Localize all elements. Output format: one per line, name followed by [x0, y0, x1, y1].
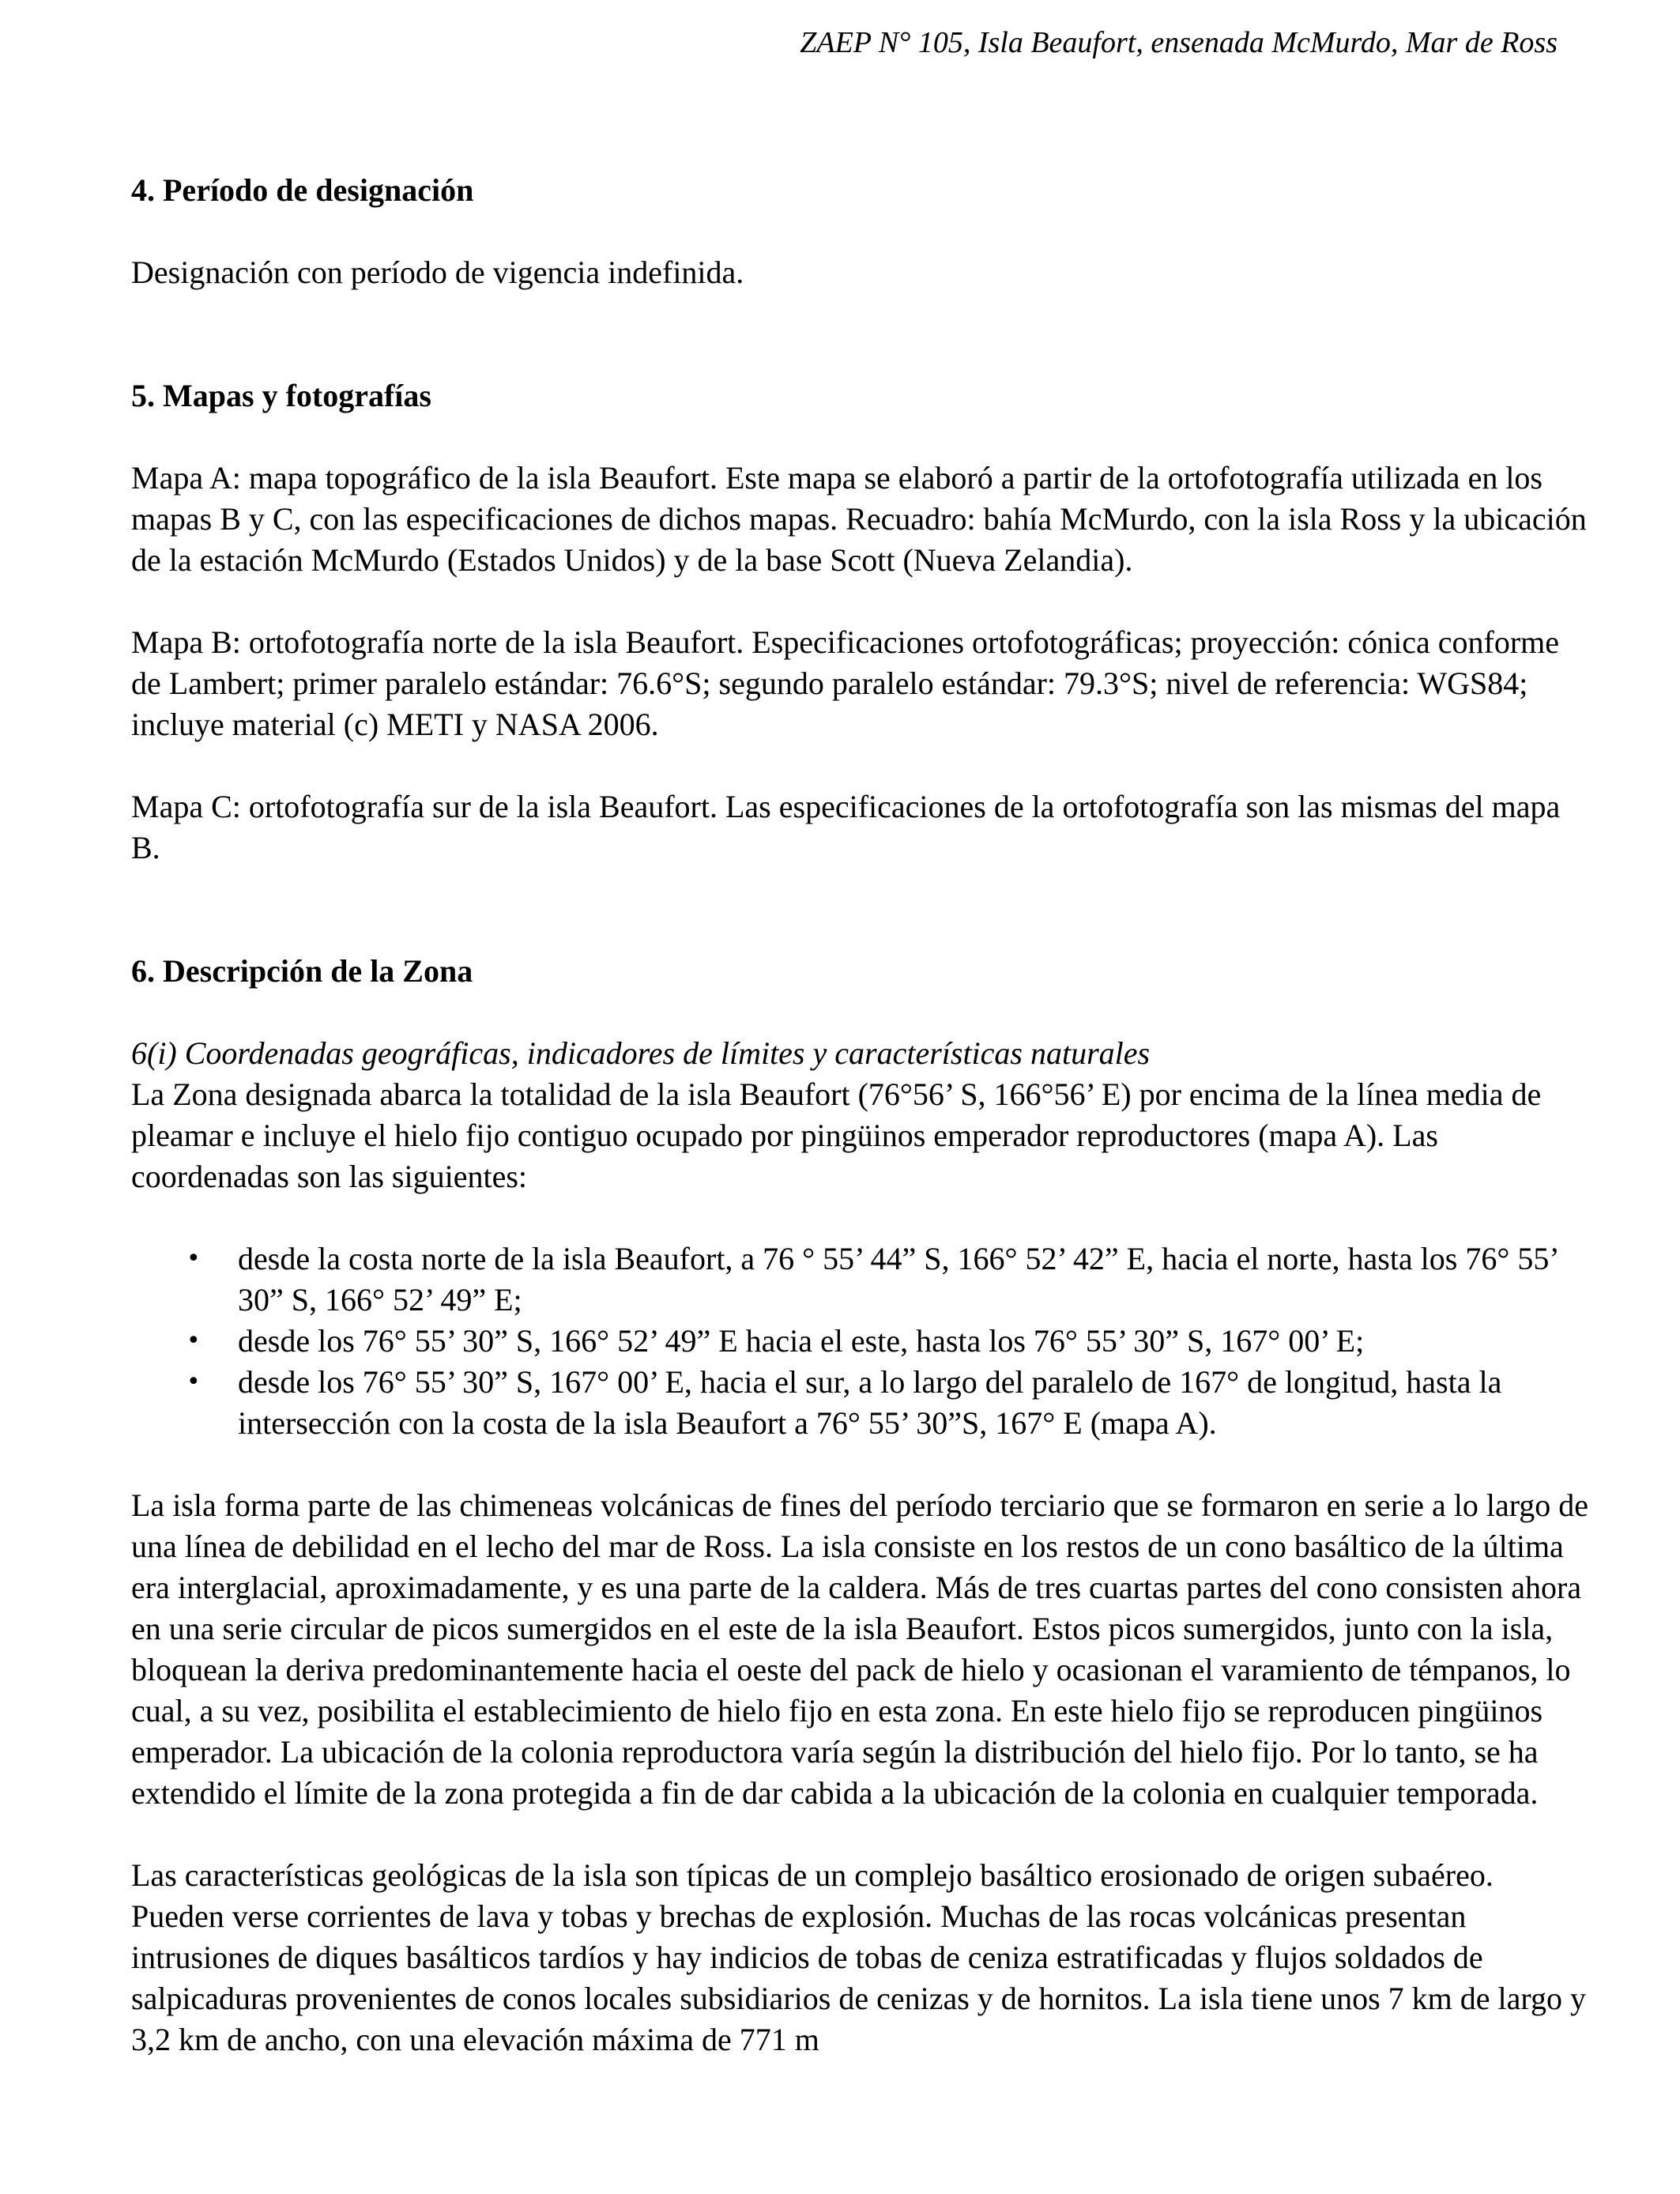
map-c-description: Mapa C: ortofotografía sur de la isla Beaufort. Las especificaciones de la ortofotografía son las mismas del mapa B. [131, 789, 1561, 865]
section-5-heading: 5. Mapas y fotografías [131, 378, 431, 413]
list-item [131, 1362, 1593, 1444]
geology-paragraph-1: La isla forma parte de las chimeneas volcánicas de fines del período terciario que se formaron en serie a lo largo de una línea de debilidad en el lecho del mar de Ross. La isla consiste en los restos de un cono basáltico de la última era interglacial, aproximadamente, y es una parte de la caldera. Más de tres cuartas partes del cono consisten ahora en una serie circular de picos sumergidos en el este de la isla Beaufort. Estos picos sumergidos, junto con la isla, bloquean la deriva predominantemente hacia el oeste del pack de hielo y ocasionan el varamiento de témpanos, lo cual, a su vez, posibilita el establecimiento de hielo fijo en esta zona. En este hielo fijo se reproducen pingüinos emperador. La ubicación de la colonia reproductora varía según la distribución del hielo fijo. Por lo tanto, se ha extendido el límite de la zona protegida a fin de dar cabida a la ubicación de la colonia en cualquier temporada. [131, 1487, 1589, 1811]
bullet-icon: • [186, 1368, 201, 1396]
map-b-description: Mapa B: ortofotografía norte de la isla Beaufort. Especificaciones ortofotográficas; proyección: cónica conforme de Lambert; primer paralelo estándar: 76.6°S; segundo paralelo estándar: 79.3°S; nivel de referencia: WGS84; incluye material (c) METI y NASA 2006. [131, 624, 1560, 742]
list-item [131, 1238, 1593, 1321]
running-header: ZAEP N° 105, Isla Beaufort, ensenada McMurdo, Mar de Ross [800, 26, 1558, 59]
coordinate-text: desde la costa norte de la isla Beaufort, a 76 ° 55’ 44” S, 166° 52’ 42” E, hacia el norte, hasta los 76° 55’ 30” S, 166° 52’ 49” E; [238, 1241, 1558, 1318]
list-item [131, 1321, 1593, 1362]
section-4-heading: 4. Período de designación [131, 172, 474, 208]
coordinate-text: desde los 76° 55’ 30” S, 166° 52’ 49” E hacia el este, hasta los 76° 55’ 30” S, 167° 00’ E; [238, 1323, 1365, 1359]
bullet-icon: • [186, 1245, 201, 1272]
coordinates-list [131, 1238, 1593, 1444]
section-4-body: Designación con período de vigencia indefinida. [131, 254, 744, 290]
geology-paragraph-2: Las características geológicas de la isla son típicas de un complejo basáltico erosionado de origen subaéreo. Pueden verse corrientes de lava y tobas y brechas de explosión. Muchas de las rocas volcánicas presentan intrusiones de diques basálticos tardíos y hay indicios de tobas de ceniza estratificadas y flujos soldados de salpicaduras provenientes de conos locales subsidiarios de cenizas y de hornitos. La isla tiene unos 7 km de largo y 3,2 km de ancho, con una elevación máxima de 771 m [131, 1857, 1586, 2057]
zone-intro-paragraph: La Zona designada abarca la totalidad de la isla Beaufort (76°56’ S, 166°56’ E) por encima de la línea media de pleamar e incluye el hielo fijo contiguo ocupado por pingüinos emperador reproductores (mapa A). Las coordenadas son las siguientes: [131, 1076, 1542, 1194]
section-6-heading: 6. Descripción de la Zona [131, 953, 473, 989]
map-a-description: Mapa A: mapa topográfico de la isla Beaufort. Este mapa se elaboró a partir de la ortofotografía utilizada en los mapas B y C, con las especificaciones de dichos mapas. Recuadro: bahía McMurdo, con la isla Ross y la ubicación de la estación McMurdo (Estados Unidos) y de la base Scott (Nueva Zelandia). [131, 460, 1587, 578]
page-body [131, 170, 1593, 2060]
bullet-icon: • [186, 1327, 201, 1355]
section-6i-subheading: 6(i) Coordenadas geográficas, indicadores de límites y características naturales [131, 1035, 1151, 1071]
coordinate-text: desde los 76° 55’ 30” S, 167° 00’ E, hacia el sur, a lo largo del paralelo de 167° de longitud, hasta la intersección con la costa de la isla Beaufort a 76° 55’ 30”S, 167° E (mapa A). [238, 1364, 1502, 1441]
